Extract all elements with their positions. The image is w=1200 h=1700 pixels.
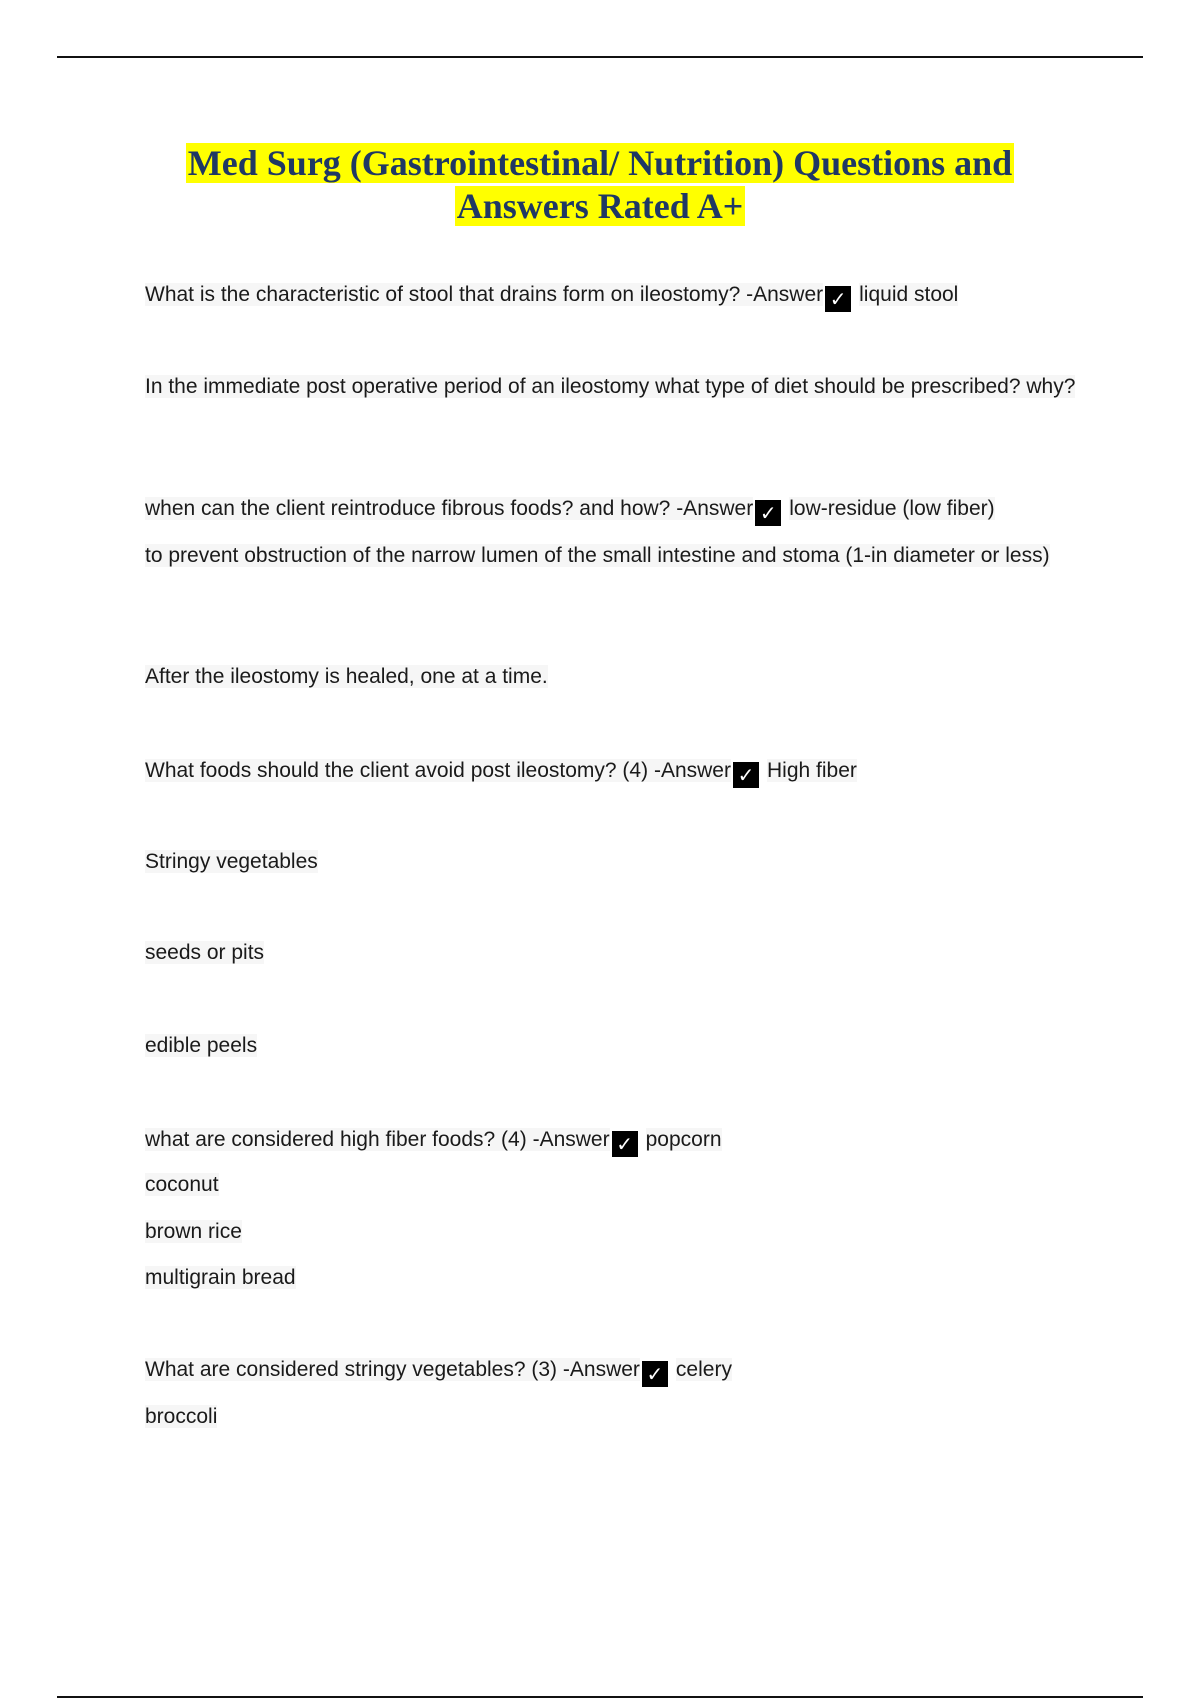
qa-line-q3 xyxy=(145,494,1085,526)
page-title xyxy=(100,142,1100,228)
qa-line-q1 xyxy=(145,280,1085,312)
top-rule xyxy=(57,56,1143,58)
answer-text: High fiber xyxy=(766,759,857,782)
answer-marker: -Answer xyxy=(532,1128,610,1151)
answer-line xyxy=(145,1031,1085,1061)
answer-line xyxy=(145,1402,1085,1432)
answer-line xyxy=(145,662,1085,692)
checkmark-icon: ✓ xyxy=(733,762,759,788)
answer-text: edible peels xyxy=(145,1034,258,1057)
answer-text: seeds or pits xyxy=(145,941,265,964)
checkmark-icon: ✓ xyxy=(755,500,781,526)
answer-marker: -Answer xyxy=(746,283,824,306)
answer-text: low-residue (low fiber) xyxy=(789,497,995,520)
answer-line xyxy=(145,1263,1085,1293)
answer-text: coconut xyxy=(145,1173,219,1196)
answer-text: After the ileostomy is healed, one at a time. xyxy=(145,665,548,688)
question-text: In the immediate post operative period of an ileostomy what type of diet should be prescribed? why? xyxy=(145,375,1076,398)
answer-text: Stringy vegetables xyxy=(145,850,318,873)
answer-line xyxy=(145,847,1085,877)
answer-line xyxy=(145,1217,1085,1247)
qa-line-q2 xyxy=(145,372,1085,402)
answer-line xyxy=(145,1170,1085,1200)
question-text: What is the characteristic of stool that drains form on ileostomy? xyxy=(145,283,741,306)
answer-marker: -Answer xyxy=(562,1358,640,1381)
answer-line xyxy=(145,938,1085,968)
qa-line-q6 xyxy=(145,1355,1085,1387)
qa-line-q4 xyxy=(145,756,1085,788)
answer-text: brown rice xyxy=(145,1220,242,1243)
question-text: what are considered high fiber foods? (4) xyxy=(145,1128,527,1151)
checkmark-icon: ✓ xyxy=(825,286,851,312)
answer-marker: -Answer xyxy=(653,759,731,782)
qa-line-q5 xyxy=(145,1125,1085,1157)
question-text: What are considered stringy vegetables? (3) xyxy=(145,1358,558,1381)
answer-text: to prevent obstruction of the narrow lumen of the small intestine and stoma (1-in diameter or less) xyxy=(145,544,1050,567)
question-text: What foods should the client avoid post ileostomy? (4) xyxy=(145,759,649,782)
answer-text: multigrain bread xyxy=(145,1266,296,1289)
answer-marker: -Answer xyxy=(676,497,754,520)
answer-text: broccoli xyxy=(145,1405,218,1428)
answer-text: popcorn xyxy=(645,1128,722,1151)
checkmark-icon: ✓ xyxy=(612,1131,638,1157)
title-line-2: Answers Rated A+ xyxy=(456,186,744,226)
title-line-1: Med Surg (Gastrointestinal/ Nutrition) Questions and xyxy=(187,143,1013,183)
bottom-rule xyxy=(57,1696,1143,1698)
answer-text: celery xyxy=(675,1358,732,1381)
checkmark-icon: ✓ xyxy=(642,1361,668,1387)
question-text: when can the client reintroduce fibrous foods? and how? xyxy=(145,497,671,520)
answer-line xyxy=(145,541,1085,571)
answer-text: liquid stool xyxy=(859,283,959,306)
